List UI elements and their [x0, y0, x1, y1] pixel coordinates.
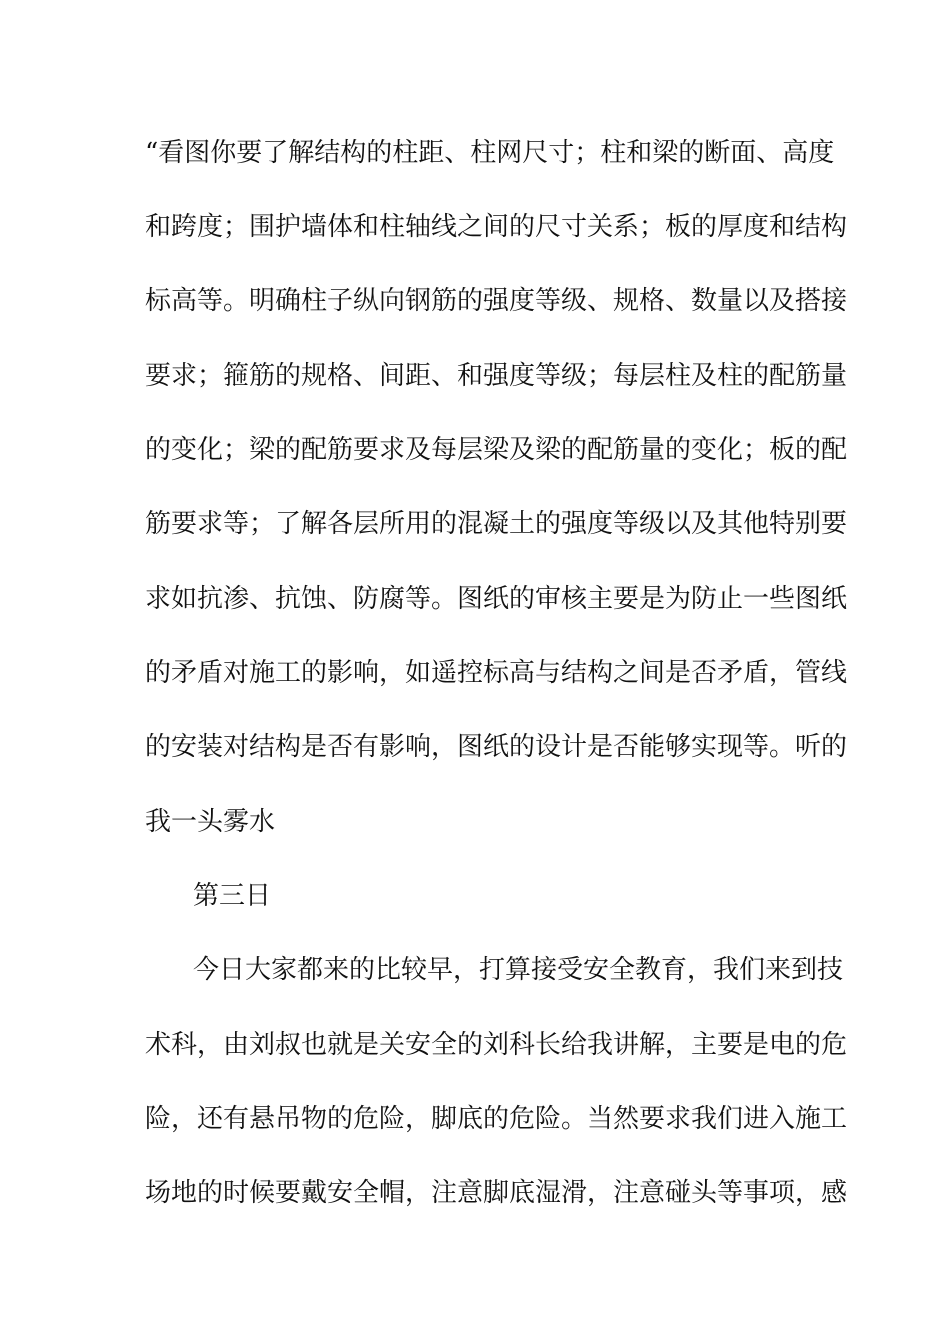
text-line: 的矛盾对施工的影响，如遥控标高与结构之间是否矛盾，管线 [145, 658, 848, 688]
text-line: 筋要求等；了解各层所用的混凝土的强度等级以及其他特别要 [145, 509, 848, 539]
text-line: 求如抗渗、抗蚀、防腐等。图纸的审核主要是为防止一些图纸 [145, 584, 848, 614]
text-line: 今日大家都来的比较早，打算接受安全教育，我们来到技 [193, 955, 844, 985]
section-heading: 第三日 [193, 881, 272, 911]
text-line: 要求；箍筋的规格、间距、和强度等级；每层柱及柱的配筋量 [145, 361, 848, 391]
text-line: 和跨度；围护墙体和柱轴线之间的尺寸关系；板的厚度和结构 [145, 212, 848, 242]
text-line: 标高等。明确柱子纵向钢筋的强度等级、规格、数量以及搭接 [145, 286, 848, 316]
text-line: “看图你要了解结构的柱距、柱网尺寸；柱和梁的断面、高度 [145, 138, 835, 168]
text-line: 险，还有悬吊物的危险，脚底的危险。当然要求我们进入施工 [145, 1104, 848, 1134]
text-line: 的安装对结构是否有影响，图纸的设计是否能够实现等。听的 [145, 732, 848, 762]
text-line: 的变化；梁的配筋要求及每层梁及梁的配筋量的变化；板的配 [145, 435, 848, 465]
text-line: 术科，由刘叔也就是关安全的刘科长给我讲解，主要是电的危 [145, 1030, 848, 1060]
text-line: 我一头雾水 [145, 807, 276, 837]
text-line: 场地的时候要戴安全帽，注意脚底湿滑，注意碰头等事项，感 [145, 1178, 848, 1208]
